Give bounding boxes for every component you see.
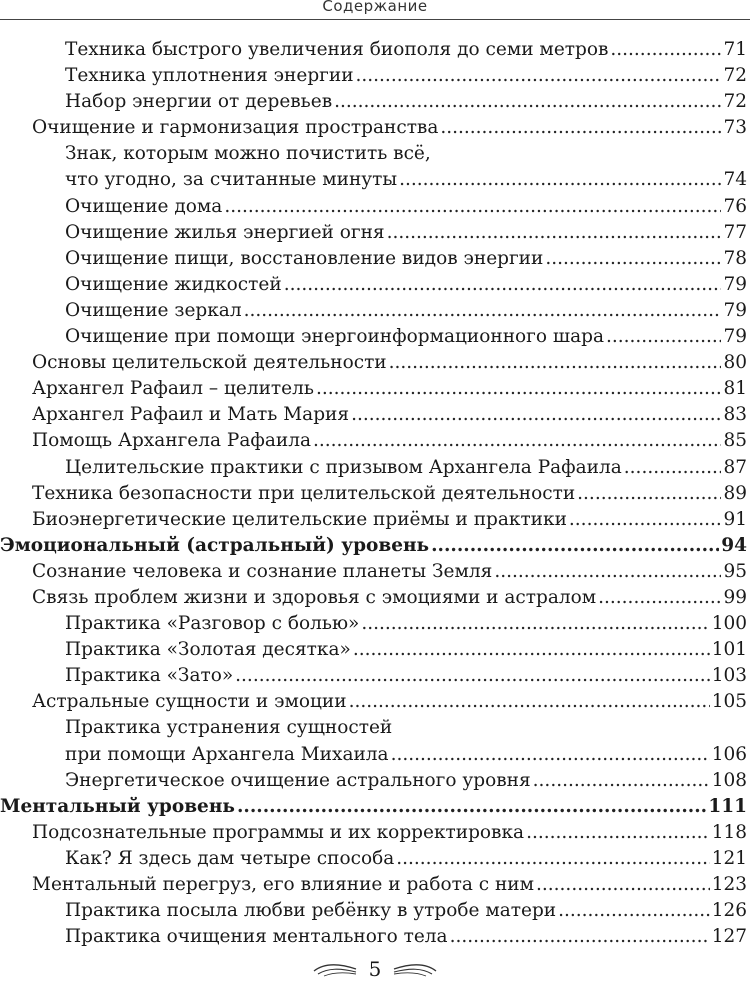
toc-entry-page: 79 <box>723 299 747 321</box>
toc-entry-page: 91 <box>723 508 747 530</box>
toc-entry <box>0 846 750 872</box>
toc-entry-page: 87 <box>723 456 747 478</box>
toc-entry-page: 72 <box>723 65 747 87</box>
toc-entry-page: 79 <box>723 273 747 295</box>
toc-entry-title: Сознание человека и сознание планеты Земля <box>32 560 493 582</box>
dot-leader <box>334 89 721 115</box>
toc-entry-title: Техника быстрого увеличения биополя до семи метров <box>65 39 609 60</box>
toc-entry <box>0 481 750 507</box>
toc-entry-title: при помощи Архангела Михаила <box>65 743 389 765</box>
dot-leader <box>224 194 721 220</box>
dot-leader <box>598 585 721 611</box>
toc-entry <box>0 89 750 115</box>
dot-leader <box>545 246 721 272</box>
toc-entry <box>0 559 750 585</box>
dot-leader <box>536 872 710 898</box>
toc-entry <box>0 455 750 481</box>
toc-entry-page: 72 <box>723 91 747 113</box>
dot-leader <box>558 898 710 924</box>
toc-entry-title: Очищение и гармонизация пространства <box>32 117 439 139</box>
toc-entry-title: Связь проблем жизни и здоровья с эмоциями и астралом <box>32 586 597 608</box>
toc-entry <box>0 794 750 820</box>
toc-entry <box>0 272 750 298</box>
dot-leader <box>624 455 722 481</box>
dot-leader <box>244 298 722 324</box>
dot-leader <box>494 559 721 585</box>
dot-leader <box>316 376 722 402</box>
toc-entry <box>0 768 750 794</box>
toc-entry-title: Архангел Рафаил и Мать Мария <box>32 404 350 426</box>
toc-entry <box>0 533 750 559</box>
page-footer <box>0 957 750 997</box>
toc-entry <box>0 611 750 637</box>
toc-entry-page: 95 <box>723 560 747 582</box>
toc-entry-title: Энергетическое очищение астрального уровня <box>65 769 531 791</box>
dot-leader <box>610 37 721 63</box>
dot-leader <box>237 794 706 820</box>
toc-entry-title: Очищение жидкостей <box>65 273 282 295</box>
toc-entry-title: Очищение дома <box>65 195 223 217</box>
toc-entry <box>0 585 750 611</box>
toc-entry-page: 105 <box>711 691 747 713</box>
dot-leader <box>396 846 709 872</box>
toc-entry-page: 78 <box>723 247 747 269</box>
toc-entry <box>0 872 750 898</box>
dot-leader <box>440 115 721 141</box>
toc-entry-page: 76 <box>723 195 747 217</box>
toc-entry-title: Практика посыла любви ребёнку в утробе матери <box>65 900 557 922</box>
toc-entry-title: Практика «Зато» <box>65 665 234 687</box>
toc-entry <box>0 141 750 193</box>
toc-entry-page: 71 <box>723 39 747 60</box>
toc-entry <box>0 350 750 376</box>
toc-entry-title: Очищение жилья энергией огня <box>65 221 385 243</box>
toc-entry <box>0 637 750 663</box>
dot-leader <box>356 63 722 89</box>
toc-entry-page: 83 <box>723 404 747 426</box>
toc-entry <box>0 689 750 715</box>
toc-entry-page: 118 <box>711 821 747 843</box>
toc-entry-page: 103 <box>711 665 747 687</box>
toc-entry <box>0 507 750 533</box>
toc-entry-title: Эмоциональный (астральный) уровень <box>0 534 430 556</box>
toc-entry-title: Помощь Архангела Рафаила <box>32 430 311 452</box>
toc-entry-title: Практика очищения ментального тела <box>65 926 448 948</box>
toc-entry-title: Практика «Золотая десятка» <box>65 639 351 661</box>
toc-entry-title: Техника уплотнения энергии <box>65 65 354 87</box>
dot-leader <box>569 507 722 533</box>
toc-entry-title: Набор энергии от деревьев <box>65 91 333 113</box>
dot-leader <box>526 820 710 846</box>
toc-entry-title-first-line: Практика устранения сущностей <box>65 717 393 739</box>
toc-entry-page: 100 <box>711 613 747 635</box>
toc-entry-page: 123 <box>711 874 747 895</box>
toc-entry-page: 77 <box>723 221 747 243</box>
toc-entry <box>0 820 750 846</box>
toc-entry-page: 79 <box>723 326 747 348</box>
left-flourish-icon <box>312 961 358 977</box>
toc-entry-page: 81 <box>723 378 747 400</box>
dot-leader <box>399 167 721 193</box>
toc-entry <box>0 402 750 428</box>
toc-entry-title: Архангел Рафаил – целитель <box>32 378 314 400</box>
toc-entry-title: Как? Я здесь дам четыре способа <box>65 847 395 869</box>
page-header <box>0 0 750 22</box>
page-number: 5 <box>368 957 382 981</box>
dot-leader <box>361 611 709 637</box>
toc-entry-page: 73 <box>723 117 747 139</box>
toc-entry <box>0 924 750 950</box>
dot-leader <box>351 402 721 428</box>
toc-entry-title: Ментальный перегруз, его влияние и работа с ним <box>32 874 535 895</box>
dot-leader <box>349 689 710 715</box>
toc-entry <box>0 246 750 272</box>
toc-entry <box>0 37 750 63</box>
toc-entry-title: что угодно, за считанные минуты <box>65 169 398 191</box>
toc-entry <box>0 63 750 89</box>
toc-entry-page: 80 <box>723 352 747 374</box>
dot-leader <box>577 481 721 507</box>
toc-entry-page: 108 <box>711 769 747 791</box>
dot-leader <box>387 220 722 246</box>
dot-leader <box>391 742 710 768</box>
toc-entry-title: Очищение зеркал <box>65 299 242 321</box>
toc-entry-title: Очищение при помощи энергоинформационного шара <box>65 326 604 348</box>
toc-entry-page: 106 <box>711 743 747 765</box>
toc-entry-title: Основы целительской деятельности <box>32 352 387 374</box>
header-title: Содержание <box>322 0 428 15</box>
toc-entry <box>0 115 750 141</box>
toc-entry <box>0 376 750 402</box>
toc-entry-page: 94 <box>721 534 747 556</box>
toc-entry-title: Астральные сущности и эмоции <box>32 691 347 713</box>
dot-leader <box>313 428 721 454</box>
toc-entry <box>0 194 750 220</box>
dot-leader <box>431 533 719 559</box>
toc-entry-page: 85 <box>723 430 747 452</box>
toc-entry <box>0 663 750 689</box>
toc-entry-title: Техника безопасности при целительской деятельности <box>32 482 576 504</box>
toc-entry-page: 127 <box>711 926 747 948</box>
toc-entry-page: 101 <box>711 639 747 661</box>
dot-leader <box>606 324 721 350</box>
dot-leader <box>353 637 710 663</box>
dot-leader <box>389 350 722 376</box>
toc-entry <box>0 298 750 324</box>
toc-entry-title: Биоэнергетические целительские приёмы и практики <box>32 508 567 530</box>
toc-entry <box>0 715 750 767</box>
toc-entry <box>0 324 750 350</box>
dot-leader <box>235 663 710 689</box>
table-of-contents <box>0 37 750 950</box>
toc-entry-title-first-line: Знак, которым можно почистить всё, <box>65 143 431 165</box>
dot-leader <box>284 272 722 298</box>
toc-entry-title: Целительские практики с призывом Архангела Рафаила <box>65 456 622 478</box>
toc-entry <box>0 220 750 246</box>
right-flourish-icon <box>392 961 438 977</box>
toc-entry <box>0 428 750 454</box>
toc-entry-title: Практика «Разговор с болью» <box>65 613 360 635</box>
toc-entry-page: 111 <box>708 795 747 817</box>
header-rule <box>0 19 750 20</box>
toc-entry-page: 121 <box>711 847 747 869</box>
toc-entry-page: 74 <box>723 169 747 191</box>
toc-entry <box>0 898 750 924</box>
toc-entry-title: Подсознательные программы и их корректировка <box>32 821 525 843</box>
toc-entry-page: 89 <box>723 482 747 504</box>
toc-entry-title: Очищение пищи, восстановление видов энергии <box>65 247 544 269</box>
dot-leader <box>450 924 710 950</box>
toc-entry-page: 99 <box>723 586 747 608</box>
dot-leader <box>533 768 710 794</box>
toc-entry-page: 126 <box>711 900 747 922</box>
toc-entry-title: Ментальный уровень <box>0 795 235 817</box>
